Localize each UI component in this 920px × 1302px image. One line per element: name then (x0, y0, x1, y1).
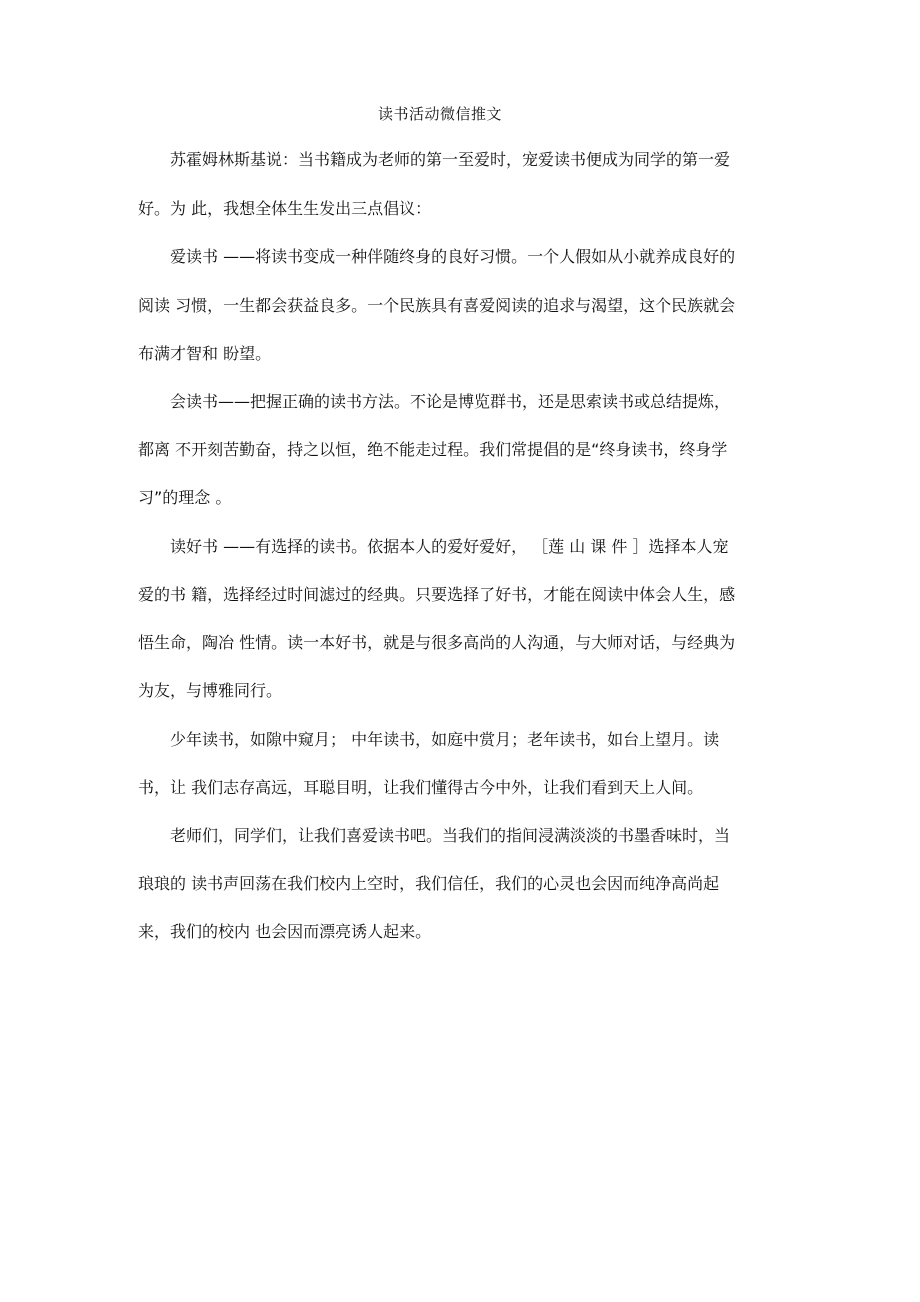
paragraph-6-line-2: 琅琅的 读书声回荡在我们校内上空时，我们信任，我们的心灵也会因而纯净高尚起 (138, 874, 720, 893)
paragraph-6-line-1: 老师们，同学们，让我们喜爱读书吧。当我们的指间浸满淡淡的书墨香味时，当 (170, 826, 731, 845)
paragraph-5-line-2: 书，让 我们志存高远，耳聪目明，让我们懂得古今中外，让我们看到天上人间。 (138, 778, 704, 797)
paragraph-3-line-1: 会读书——把握正确的读书方法。不论是博览群书，还是思索读书或总结提炼， (170, 392, 731, 411)
paragraph-4-line-4: 为友，与博雅同行。 (138, 681, 283, 700)
paragraph-3-line-2: 都离 不开刻苦勤奋，持之以恒，绝不能走过程。我们常提倡的是“终身读书，终身学 (138, 440, 728, 459)
paragraph-1-line-1: 苏霍姆林斯基说：当书籍成为老师的第一至爱时，宠爱读书便成为同学的第一爱 (170, 150, 731, 169)
document-title: 读书活动微信推文 (377, 105, 502, 123)
paragraph-2-line-3: 布满才智和 盼望。 (138, 344, 272, 363)
paragraph-6-line-3: 来，我们的校内 也会因而漂亮诱人起来。 (138, 922, 432, 941)
paragraph-1-line-2: 好。为 此，我想全体生生发出三点倡议： (138, 199, 432, 218)
paragraph-5-line-1: 少年读书，如隙中窥月； 中年读书，如庭中赏月；老年读书，如台上望月。读 (170, 730, 720, 749)
paragraph-2-line-2: 阅读 习惯，一生都会获益良多。一个民族具有喜爱阅读的追求与渴望，这个民族就会 (138, 296, 736, 315)
paragraph-2-line-1: 爱读书 ——将读书变成一种伴随终身的良好习惯。一个人假如从小就养成良好的 (170, 247, 736, 266)
paragraph-4-line-3: 悟生命，陶冶 性情。读一本好书，就是与很多高尚的人沟通，与大师对话，与经典为 (138, 633, 736, 652)
paragraph-4-line-1: 读好书 ——有选择的读书。依据本人的爱好爱好， ［莲 山 课 件 ］选择本人宠 (170, 537, 729, 556)
paragraph-4-line-2: 爱的书 籍，选择经过时间滤过的经典。只要选择了好书，才能在阅读中体会人生，感 (138, 585, 736, 604)
paragraph-3-line-3: 习”的理念 。 (138, 488, 232, 507)
